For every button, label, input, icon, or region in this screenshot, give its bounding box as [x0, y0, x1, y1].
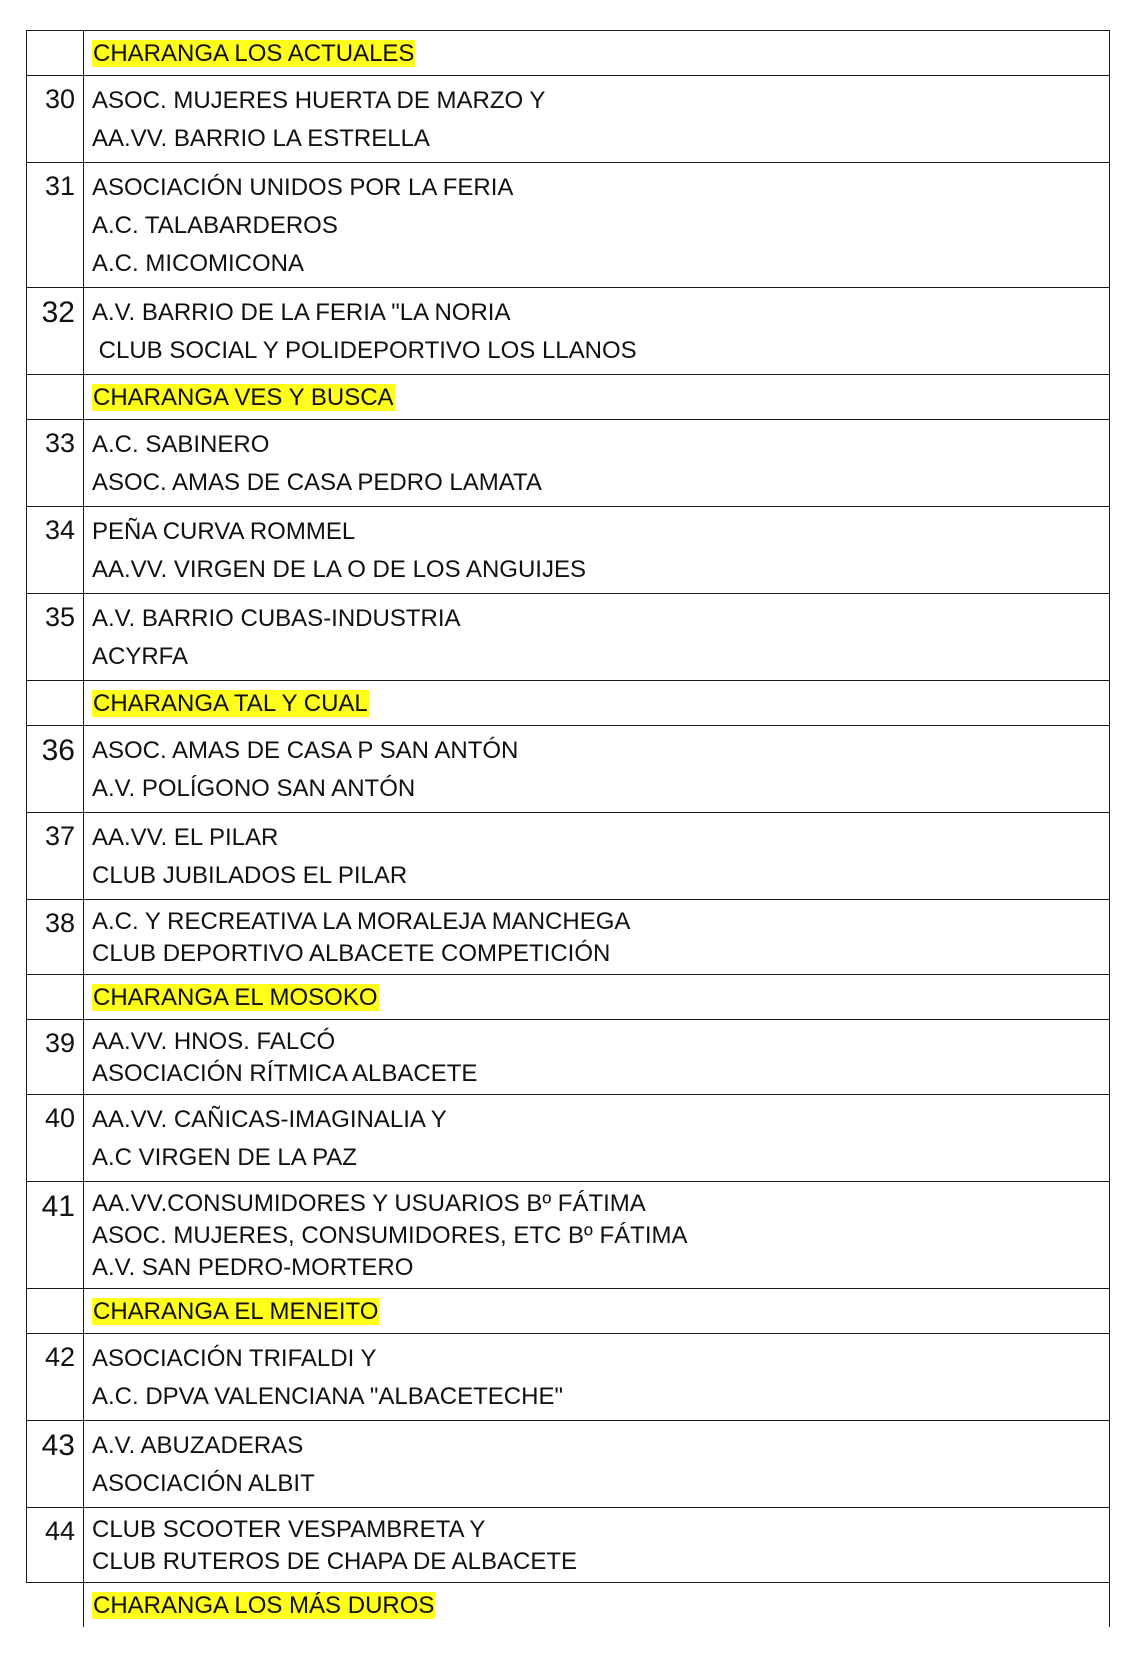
group-entries — [84, 726, 1110, 813]
group-number: 39 — [27, 1020, 84, 1095]
association-name: A.C. DPVA VALENCIANA "ALBACETECHE" — [92, 1383, 563, 1410]
group-number — [27, 681, 84, 726]
charanga-row — [27, 375, 1110, 420]
group-number: 36 — [27, 726, 84, 813]
association-name: A.V. BARRIO DE LA FERIA "LA NORIA — [92, 299, 511, 326]
group-entries — [84, 594, 1110, 681]
association-name: ACYRFA — [92, 643, 189, 670]
association-name: A.V. BARRIO CUBAS-INDUSTRIA — [92, 605, 461, 632]
group-number: 43 — [27, 1421, 84, 1508]
group-number: 38 — [27, 900, 84, 975]
charanga-name: CHARANGA LOS ACTUALES — [93, 40, 415, 67]
association-group-row — [27, 1421, 1110, 1508]
association-name: ASOC. MUJERES, CONSUMIDORES, ETC Bº FÁTIMA — [92, 1222, 688, 1249]
group-number: 32 — [27, 288, 84, 375]
group-entries — [84, 1095, 1110, 1182]
association-name: AA.VV. EL PILAR — [92, 824, 279, 851]
group-entries — [84, 813, 1110, 900]
association-name: ASOCIACIÓN UNIDOS POR LA FERIA — [92, 174, 514, 201]
group-number — [27, 31, 84, 76]
group-entries — [84, 900, 1110, 975]
association-group-row — [27, 594, 1110, 681]
association-name: PEÑA CURVA ROMMEL — [92, 518, 356, 545]
charanga-row — [27, 31, 1110, 76]
association-group-row — [27, 1182, 1110, 1289]
association-group-row — [27, 163, 1110, 288]
group-number: 44 — [27, 1508, 84, 1583]
group-number: 37 — [27, 813, 84, 900]
group-number — [27, 1583, 84, 1628]
group-number: 40 — [27, 1095, 84, 1182]
association-name: AA.VV. HNOS. FALCÓ — [92, 1028, 336, 1055]
group-entries — [84, 507, 1110, 594]
association-name: CLUB JUBILADOS EL PILAR — [92, 862, 408, 889]
association-name: A.C. TALABARDEROS — [92, 212, 338, 239]
charanga-name: CHARANGA TAL Y CUAL — [93, 690, 368, 717]
association-group-row — [27, 1334, 1110, 1421]
group-entries — [84, 1334, 1110, 1421]
charanga-row — [27, 975, 1110, 1020]
group-number: 31 — [27, 163, 84, 288]
association-group-row — [27, 900, 1110, 975]
group-entries — [84, 975, 1110, 1020]
association-name: ASOCIACIÓN RÍTMICA ALBACETE — [92, 1060, 478, 1087]
group-entries — [84, 1583, 1110, 1628]
charanga-name: CHARANGA EL MENEITO — [93, 1298, 379, 1325]
association-group-row — [27, 420, 1110, 507]
association-name: A.C. MICOMICONA — [92, 250, 305, 277]
association-group-row — [27, 726, 1110, 813]
association-name: CLUB SOCIAL Y POLIDEPORTIVO LOS LLANOS — [92, 337, 637, 364]
group-entries — [84, 1289, 1110, 1334]
parade-order-table — [26, 30, 1110, 1627]
association-group-row — [27, 813, 1110, 900]
association-group-row — [27, 1508, 1110, 1583]
group-entries — [84, 681, 1110, 726]
group-number: 42 — [27, 1334, 84, 1421]
association-name: ASOCIACIÓN ALBIT — [92, 1470, 315, 1497]
association-name: ASOC. AMAS DE CASA P SAN ANTÓN — [92, 737, 519, 764]
association-name: ASOC. AMAS DE CASA PEDRO LAMATA — [92, 469, 542, 496]
group-entries — [84, 76, 1110, 163]
association-name: AA.VV.CONSUMIDORES Y USUARIOS Bº FÁTIMA — [92, 1190, 646, 1217]
association-name: ASOC. MUJERES HUERTA DE MARZO Y — [92, 87, 546, 114]
charanga-name: CHARANGA VES Y BUSCA — [93, 384, 394, 411]
group-entries — [84, 1020, 1110, 1095]
group-number: 34 — [27, 507, 84, 594]
association-name: A.C VIRGEN DE LA PAZ — [92, 1144, 357, 1171]
group-number: 35 — [27, 594, 84, 681]
association-name: A.V. ABUZADERAS — [92, 1432, 304, 1459]
association-name: AA.VV. VIRGEN DE LA O DE LOS ANGUIJES — [92, 556, 586, 583]
group-entries — [84, 1182, 1110, 1289]
charanga-row — [27, 681, 1110, 726]
association-name: CLUB DEPORTIVO ALBACETE COMPETICIÓN — [92, 940, 611, 967]
charanga-row — [27, 1289, 1110, 1334]
group-number — [27, 1289, 84, 1334]
group-entries — [84, 1508, 1110, 1583]
association-group-row — [27, 1095, 1110, 1182]
group-number: 30 — [27, 76, 84, 163]
group-number: 41 — [27, 1182, 84, 1289]
charanga-name: CHARANGA EL MOSOKO — [93, 984, 378, 1011]
charanga-row — [27, 1583, 1110, 1628]
group-entries — [84, 420, 1110, 507]
association-name: CLUB RUTEROS DE CHAPA DE ALBACETE — [92, 1548, 578, 1575]
charanga-name: CHARANGA LOS MÁS DUROS — [93, 1592, 435, 1619]
group-entries — [84, 375, 1110, 420]
association-name: AA.VV. CAÑICAS-IMAGINALIA Y — [92, 1106, 447, 1133]
association-name: A.V. POLÍGONO SAN ANTÓN — [92, 775, 416, 802]
association-name: CLUB SCOOTER VESPAMBRETA Y — [92, 1516, 486, 1543]
group-number — [27, 975, 84, 1020]
group-entries — [84, 163, 1110, 288]
group-entries — [84, 1421, 1110, 1508]
group-entries — [84, 31, 1110, 76]
association-name: A.C. SABINERO — [92, 431, 270, 458]
association-name: AA.VV. BARRIO LA ESTRELLA — [92, 125, 430, 152]
association-group-row — [27, 1020, 1110, 1095]
association-name: A.C. Y RECREATIVA LA MORALEJA MANCHEGA — [92, 908, 631, 935]
association-group-row — [27, 288, 1110, 375]
group-number — [27, 375, 84, 420]
association-name: ASOCIACIÓN TRIFALDI Y — [92, 1345, 377, 1372]
association-group-row — [27, 507, 1110, 594]
association-name: A.V. SAN PEDRO-MORTERO — [92, 1254, 414, 1281]
group-entries — [84, 288, 1110, 375]
association-group-row — [27, 76, 1110, 163]
table-body — [27, 31, 1110, 1628]
group-number: 33 — [27, 420, 84, 507]
